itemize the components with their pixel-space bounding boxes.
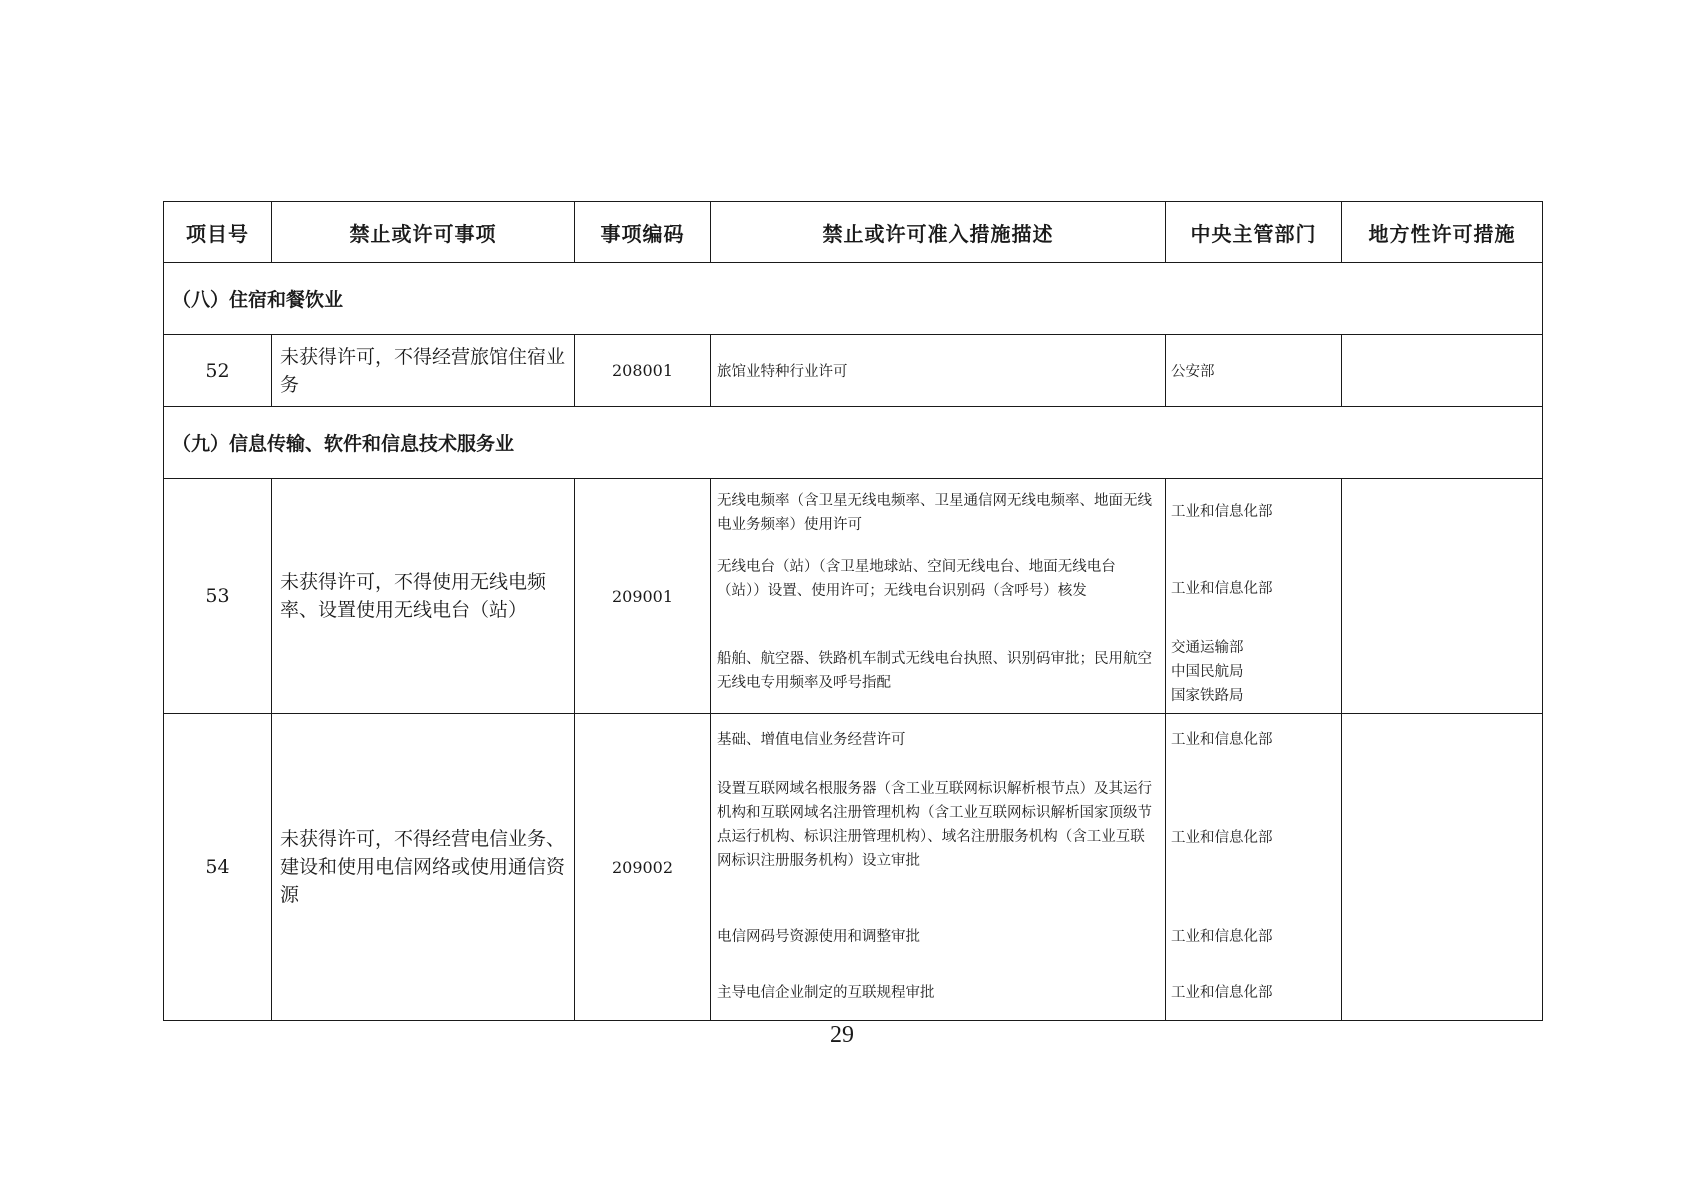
measure-description: 船舶、航空器、铁路机车制式无线电台执照、识别码审批；民用航空无线电专用频率及呼号指配 — [717, 651, 1152, 691]
item-number: 53 — [164, 479, 272, 714]
section-row — [164, 407, 1543, 479]
measure-description: 旅馆业特种行业许可 — [711, 335, 1166, 407]
measure-department: 工业和信息化部 — [1171, 929, 1273, 945]
local-measure — [1342, 335, 1543, 407]
measure-departments — [1166, 479, 1342, 714]
header-item-number: 项目号 — [164, 202, 272, 263]
header-description: 禁止或许可准入措施描述 — [711, 202, 1166, 263]
measure-department: 工业和信息化部 — [1171, 732, 1273, 748]
item-number: 52 — [164, 335, 272, 407]
table-row — [164, 714, 1543, 1021]
department-name: 中国民航局 — [1171, 664, 1244, 680]
measure-department: 工业和信息化部 — [1171, 985, 1273, 1001]
measure-descriptions — [711, 479, 1166, 714]
item-matter: 未获得许可，不得经营电信业务、建设和使用电信网络或使用通信资源 — [272, 714, 575, 1021]
header-central-department: 中央主管部门 — [1166, 202, 1342, 263]
local-measure — [1342, 714, 1543, 1021]
item-number: 54 — [164, 714, 272, 1021]
item-code: 209002 — [575, 714, 711, 1021]
measure-description: 设置互联网域名根服务器（含工业互联网标识解析根节点）及其运行机构和互联网域名注册管理机构（含工业互联网标识解析国家顶级节点运行机构、标识注册管理机构）、域名注册服务机构（含工业互联网标识注册服务机构）设立审批 — [717, 781, 1152, 869]
measure-description: 主导电信企业制定的互联规程审批 — [717, 985, 935, 1001]
section-row — [164, 263, 1543, 335]
item-matter: 未获得许可，不得使用无线电频率、设置使用无线电台（站） — [272, 479, 575, 714]
measure-department: 工业和信息化部 — [1171, 581, 1273, 597]
local-measure — [1342, 479, 1543, 714]
measure-department: 工业和信息化部 — [1171, 504, 1273, 520]
header-code: 事项编码 — [575, 202, 711, 263]
department-name: 交通运输部 — [1171, 640, 1244, 656]
section-title: （八）住宿和餐饮业 — [164, 263, 1543, 335]
section-title: （九）信息传输、软件和信息技术服务业 — [164, 407, 1543, 479]
measure-description: 无线电频率（含卫星无线电频率、卫星通信网无线电频率、地面无线电业务频率）使用许可 — [717, 493, 1152, 533]
item-matter: 未获得许可，不得经营旅馆住宿业务 — [272, 335, 575, 407]
measure-department: 公安部 — [1166, 335, 1342, 407]
header-matter: 禁止或许可事项 — [272, 202, 575, 263]
measure-departments — [1166, 714, 1342, 1021]
item-code: 208001 — [575, 335, 711, 407]
measure-description: 基础、增值电信业务经营许可 — [717, 732, 906, 748]
page-number: 29 — [830, 1022, 854, 1048]
measure-description: 电信网码号资源使用和调整审批 — [717, 929, 920, 945]
item-code: 209001 — [575, 479, 711, 714]
table-row — [164, 335, 1543, 407]
header-local-measures: 地方性许可措施 — [1342, 202, 1543, 263]
table-header-row — [164, 202, 1543, 263]
measure-department: 工业和信息化部 — [1171, 830, 1273, 846]
measure-descriptions — [711, 714, 1166, 1021]
measure-description: 无线电台（站）（含卫星地球站、空间无线电台、地面无线电台（站））设置、使用许可；无线电台识别码（含呼号）核发 — [717, 559, 1116, 599]
measure-department — [1171, 636, 1337, 708]
permit-table — [163, 201, 1543, 1021]
department-name: 国家铁路局 — [1171, 688, 1244, 704]
table-row — [164, 479, 1543, 714]
